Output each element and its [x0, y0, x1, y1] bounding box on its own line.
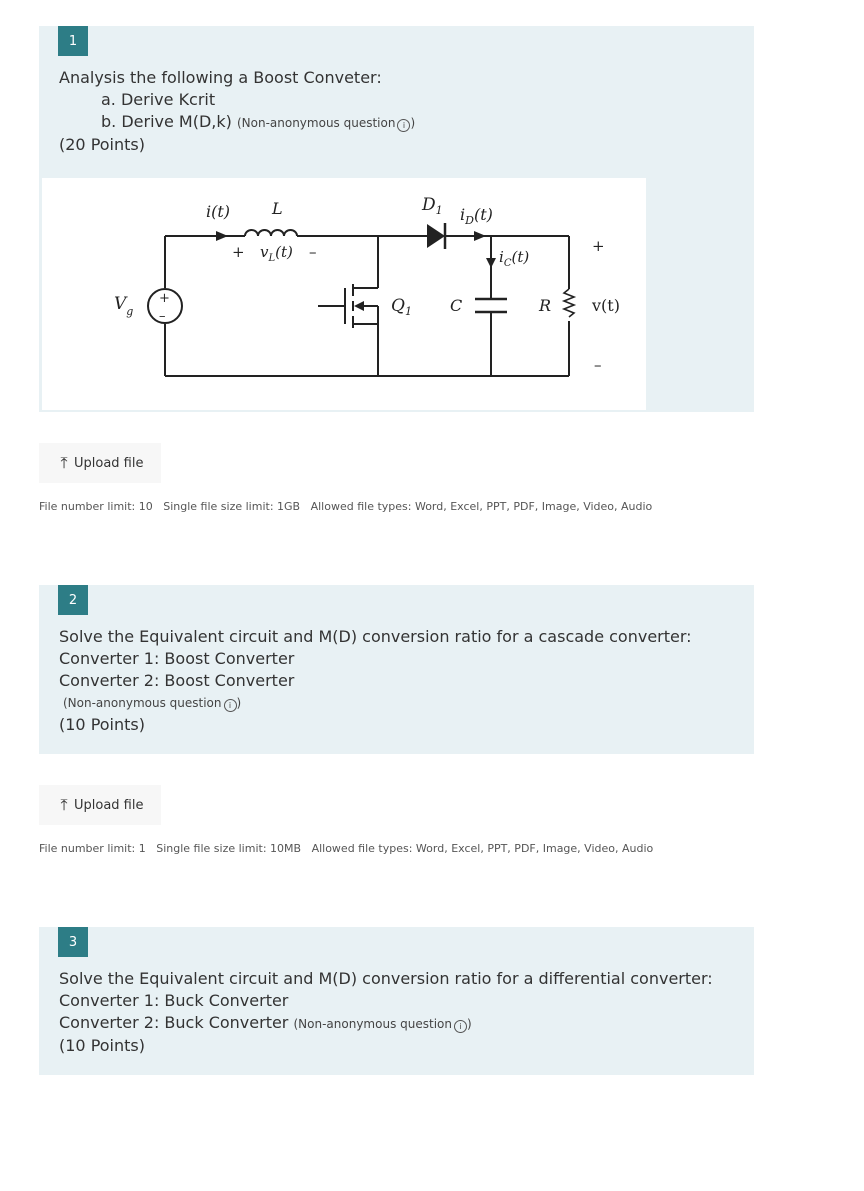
label-Vg: $V_g$ [114, 294, 134, 318]
question-number: 2 [58, 585, 88, 615]
current-arrow-iC [486, 258, 496, 268]
question-points: (20 Points) [59, 135, 145, 154]
question-line: Converter 2: Boost Converter [59, 671, 295, 690]
file-types-allowed: Allowed file types: Word, Excel, PPT, PDF, Image, Video, Audio [310, 500, 653, 513]
upload-file-button[interactable] [39, 785, 161, 825]
label-iC: $i_C(t)$ [499, 248, 530, 269]
question-number: 3 [58, 927, 88, 957]
current-arrow-iD [474, 231, 486, 241]
diode-triangle [427, 224, 445, 248]
non-anonymous-note: (Non-anonymous question i ) [63, 696, 242, 710]
label-Q1: $Q_1$ [391, 296, 412, 318]
label-C: C [450, 296, 463, 315]
current-arrow-i [216, 231, 228, 241]
resistor-zigzag [564, 289, 574, 317]
boost-converter-schematic [42, 178, 646, 410]
upload-file-label: Upload file [74, 797, 144, 813]
file-types-allowed: Allowed file types: Word, Excel, PPT, PDF, Image, Video, Audio [311, 842, 654, 855]
non-anonymous-note: (Non-anonymous question i ) [293, 1017, 472, 1031]
file-size-limit: Single file size limit: 10MB [156, 842, 302, 855]
question-title: Analysis the following a Boost Conveter: [59, 68, 382, 87]
upload-file-button[interactable] [39, 443, 161, 483]
question-line-with-note [59, 111, 415, 134]
question-card-2 [39, 585, 754, 754]
file-number-limit: File number limit: 10 [39, 500, 153, 513]
boost-converter-figure [42, 178, 646, 410]
file-size-limit: Single file size limit: 1GB [163, 500, 301, 513]
info-icon[interactable]: i [224, 699, 237, 712]
upload-arrow-icon: ⤒ [60, 453, 68, 472]
inductor-coil [245, 230, 297, 236]
question-title: Solve the Equivalent circuit and M(D) conversion ratio for a cascade converter: [59, 627, 692, 646]
label-source-plus: + [159, 291, 170, 306]
question-line: Converter 1: Boost Converter [59, 649, 295, 668]
label-vL-minus: – [309, 243, 317, 261]
label-i-t: i(t) [206, 202, 231, 221]
question-card-3 [39, 927, 754, 1075]
label-plus-output: + [592, 237, 605, 255]
file-limits [39, 500, 659, 513]
label-vt: v(t) [592, 296, 620, 315]
info-icon[interactable]: i [397, 119, 410, 132]
question-line: a. Derive Kcrit [101, 90, 216, 109]
question-line-with-note [59, 1012, 713, 1035]
question-line: b. Derive M(D,k) [101, 112, 232, 131]
label-iD: $i_D(t)$ [460, 205, 493, 227]
question-line: Converter 1: Buck Converter [59, 991, 289, 1010]
question-points: (10 Points) [59, 1036, 145, 1055]
question-title: Solve the Equivalent circuit and M(D) conversion ratio for a differential converter: [59, 969, 713, 988]
question-points: (10 Points) [59, 715, 145, 734]
question-text [59, 626, 692, 736]
question-number: 1 [58, 26, 88, 56]
label-source-minus: – [159, 309, 166, 324]
file-limits [39, 842, 660, 855]
question-text [59, 67, 415, 156]
label-L: L [272, 199, 283, 218]
file-number-limit: File number limit: 1 [39, 842, 146, 855]
upload-file-label: Upload file [74, 455, 144, 471]
mosfet-arrow [354, 301, 364, 311]
info-icon[interactable]: i [454, 1020, 467, 1033]
label-vL: $v_L(t)$ [260, 243, 293, 264]
label-vL-plus: + [232, 243, 245, 261]
label-minus-output: – [594, 356, 602, 374]
question-text [59, 968, 713, 1057]
label-D1: $D_1$ [422, 195, 443, 217]
label-R: R [539, 296, 552, 315]
question-line: Converter 2: Buck Converter [59, 1013, 289, 1032]
upload-arrow-icon: ⤒ [60, 795, 68, 814]
non-anonymous-note: (Non-anonymous question i ) [236, 116, 416, 130]
